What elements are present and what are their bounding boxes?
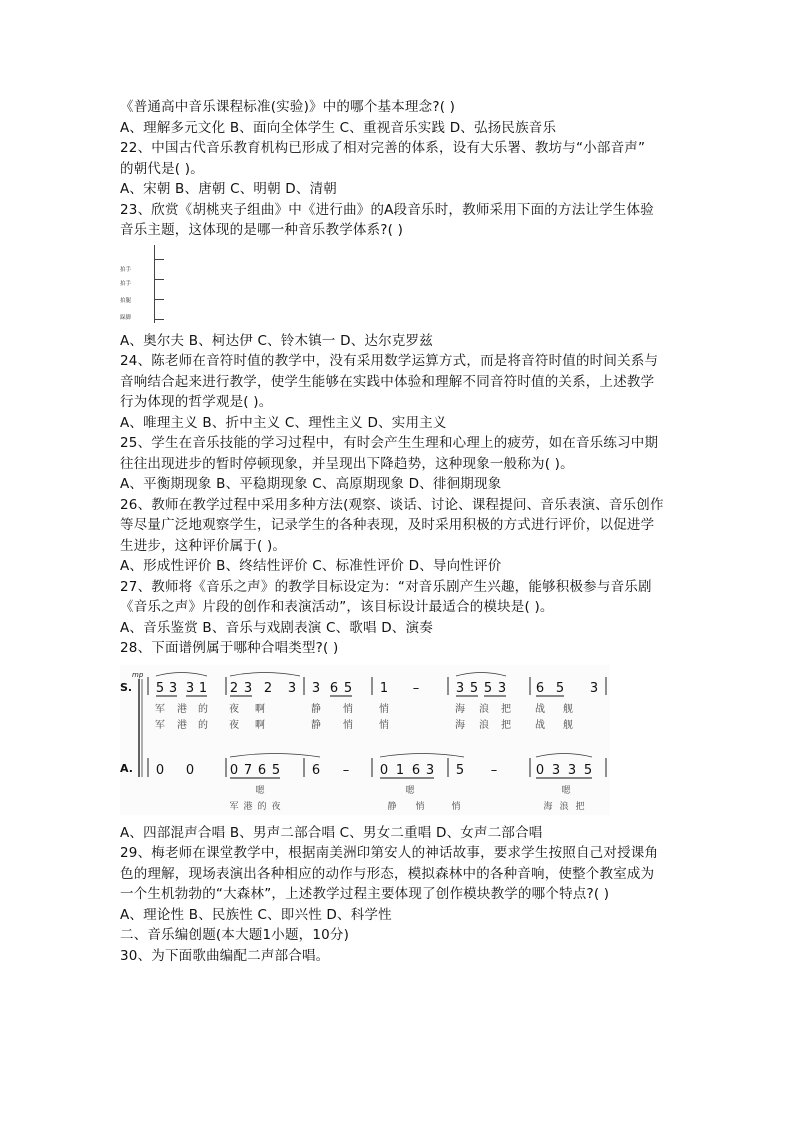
alto-hum: 嗯: [405, 785, 415, 796]
soprano-lyric: 悄: [379, 703, 389, 715]
text-line: A、宋朝 B、唐朝 C、明朝 D、清朝: [120, 181, 337, 197]
text-line: 26、教师在教学过程中采用多种方法(观察、谈话、讨论、课程提问、音乐表演、音乐创作: [120, 496, 664, 513]
alto-note: 3: [551, 762, 561, 778]
text-line: 的朝代是( )。: [120, 160, 204, 177]
text-line: 往往出现进步的暂时停顿现象，并呈现出下降趋势，这种现象一般称为( )。: [120, 455, 574, 472]
alto-note: 5: [583, 762, 593, 778]
soprano-note: 5: [555, 680, 565, 696]
soprano-note: 1: [198, 680, 208, 696]
soprano-note: 2: [229, 680, 239, 696]
soprano-note: 3: [243, 680, 253, 696]
alto-note: 6: [311, 762, 321, 778]
text-line: 25、学生在音乐技能的学习过程中，有时会产生生理和心理上的疲劳，如在音乐练习中期: [120, 435, 659, 451]
soprano-note: 3: [168, 680, 178, 696]
alto-lyric: 悄: [415, 801, 425, 812]
alto-lyric: 静: [387, 801, 397, 812]
alto-note: 0: [229, 762, 239, 778]
text-line: 28、下面谱例属于哪种合唱类型?( ): [120, 640, 339, 656]
soprano-note: 6: [535, 680, 545, 696]
alto-note: 0: [379, 762, 389, 778]
text-line: 音响结合起来进行教学，使学生能够在实践中体验和理解不同音符时值的关系，上述教学: [120, 373, 655, 390]
rhythm-figure: [120, 245, 180, 327]
figure-tick: [154, 279, 164, 280]
soprano-label: S.: [120, 680, 133, 694]
alto-lyric: 浪: [559, 801, 569, 812]
soprano-note: 1: [379, 680, 389, 696]
text-line: 27、教师将《音乐之声》的教学目标设定为：“对音乐剧产生兴趣，能够积极参与音乐剧: [120, 578, 652, 595]
text-line: 《普通高中音乐课程标准(实验)》中的哪个基本理念?( ): [120, 99, 456, 115]
soprano-lyric: 悄: [379, 719, 389, 731]
soprano-note: 2: [263, 680, 273, 696]
text-line: 《音乐之声》片段的创作和表演活动”，该目标设计最适合的模块是( )。: [120, 599, 554, 615]
alto-note: 6: [411, 762, 421, 778]
soprano-lyric: 把: [501, 719, 511, 731]
soprano-note: 5: [343, 680, 353, 696]
text-line: 23、欣赏《胡桃夹子组曲》中《进行曲》的A段音乐时，教师采用下面的方法让学生体验: [120, 201, 654, 218]
text-line: 音乐主题，这体现的是哪一种音乐教学体系?( ): [120, 222, 404, 238]
text-line: A、理论性 B、民族性 C、即兴性 D、科学性: [120, 906, 392, 923]
soprano-note: 3: [287, 680, 297, 696]
text-line: A、平衡期现象 B、平稳期现象 C、高原期现象 D、徘徊期现象: [120, 476, 502, 492]
tempo-mark: mp: [132, 670, 144, 679]
soprano-note: 3: [185, 680, 195, 696]
soprano-lyric: 的: [198, 719, 208, 731]
figure-label: 拍手: [120, 280, 132, 287]
text-line: 色的理解，现场表演出各种相应的动作与形态，模拟森林中的各种音响，使整个教室成为: [120, 865, 655, 882]
soprano-lyric: 舰: [563, 703, 573, 715]
soprano-lyric: 啊: [255, 719, 265, 731]
soprano-lyric: 夜: [229, 719, 239, 731]
alto-hum: 嗯: [561, 785, 571, 796]
soprano-lyric: 军: [155, 719, 165, 731]
soprano-lyric: 军: [155, 703, 165, 715]
soprano-lyric: 战: [535, 719, 545, 731]
soprano-lyric: 的: [198, 703, 208, 715]
text-line: 二、音乐编创题(本大题1小题，10分): [120, 927, 350, 943]
soprano-lyric: 啊: [255, 703, 265, 715]
alto-lyric: 悄: [451, 801, 461, 812]
soprano-lyric: 夜: [229, 703, 239, 715]
text-line: A、奥尔夫 B、柯达伊 C、铃木镇一 D、达尔克罗兹: [120, 332, 433, 349]
alto-note: 1: [395, 762, 405, 778]
alto-label: A.: [120, 761, 133, 775]
document-content: [120, 97, 680, 966]
soprano-lyric: 海: [455, 703, 465, 715]
alto-note: –: [490, 762, 498, 778]
figure-label: 跺脚: [120, 314, 132, 321]
text-line: 24、陈老师在音符时值的教学中，没有采用数学运算方式，而是将音符时值的时间关系与: [120, 353, 659, 369]
alto-note: 3: [425, 762, 435, 778]
text-block-a: [120, 97, 680, 241]
text-line: A、音乐鉴赏 B、音乐与戏剧表演 C、歌唱 D、演奏: [120, 619, 433, 636]
soprano-lyric: 把: [501, 703, 511, 715]
soprano-lyric: 悄: [343, 719, 353, 731]
soprano-lyric: 静: [311, 719, 321, 731]
soprano-lyric: 港: [177, 703, 187, 715]
alto-note: –: [342, 762, 350, 778]
text-line: A、形成性评价 B、终结性评价 C、标准性评价 D、导向性评价: [120, 558, 502, 574]
text-line: A、四部混声合唱 B、男声二部合唱 C、男女二重唱 D、女声二部合唱: [120, 824, 543, 841]
alto-lyric: 海: [543, 801, 553, 812]
soprano-note: 5: [469, 680, 479, 696]
alto-note: 0: [535, 762, 545, 778]
figure-label: 拍手: [120, 266, 132, 273]
text-line: A、理解多元文化 B、面向全体学生 C、重视音乐实践 D、弘扬民族音乐: [120, 119, 557, 136]
soprano-note: 3: [455, 680, 465, 696]
soprano-lyric: 舰: [563, 719, 573, 731]
soprano-note: 3: [311, 680, 321, 696]
alto-note: 0: [185, 762, 195, 778]
figure-axis: [154, 245, 155, 323]
soprano-lyric: 悄: [343, 703, 353, 715]
figure-label: 拍腿: [120, 297, 132, 304]
soprano-note: 5: [155, 680, 165, 696]
text-line: 29、梅老师在课堂教学中，根据南美洲印第安人的神话故事，要求学生按照自己对授课角: [120, 845, 659, 861]
alto-lyric: 夜: [271, 801, 281, 812]
alto-lyric: 军: [229, 801, 239, 812]
alto-lyric: 把: [575, 801, 585, 812]
text-line: A、唯理主义 B、折中主义 C、理性主义 D、实用主义: [120, 414, 447, 431]
soprano-note: 3: [589, 680, 599, 696]
soprano-lyric: 静: [311, 703, 321, 715]
alto-note: 5: [455, 762, 465, 778]
text-line: 30、为下面歌曲编配二声部合唱。: [120, 947, 330, 964]
soprano-note: 5: [483, 680, 493, 696]
text-line: 等尽量广泛地观察学生，记录学生的各种表现，及时采用积极的方式进行评价，以促进学: [120, 517, 655, 533]
figure-tick: [154, 319, 164, 320]
soprano-note: 6: [329, 680, 339, 696]
alto-note: 5: [271, 762, 281, 778]
choral-score: [120, 665, 610, 815]
soprano-lyric: 战: [535, 703, 545, 715]
text-line: 行为体现的哲学观是( )。: [120, 394, 273, 410]
alto-note: 6: [257, 762, 267, 778]
figure-tick: [154, 259, 164, 260]
alto-lyric: 的: [257, 801, 267, 812]
text-line: 生进步，这种评价属于( )。: [120, 537, 287, 554]
soprano-lyric: 海: [455, 719, 465, 731]
alto-hum: 嗯: [255, 785, 265, 796]
text-block-b: [120, 331, 680, 659]
alto-note: 7: [243, 762, 253, 778]
soprano-note: –: [412, 680, 420, 696]
text-block-c: [120, 823, 680, 967]
alto-lyric: 港: [243, 801, 253, 812]
soprano-lyric: 浪: [479, 703, 489, 715]
alto-note: 0: [155, 762, 165, 778]
soprano-note: 3: [497, 680, 507, 696]
soprano-lyric: 浪: [479, 719, 489, 731]
soprano-lyric: 港: [177, 719, 187, 731]
text-line: 一个生机勃勃的“大森林”，上述教学过程主要体现了创作模块教学的哪个特点?( ): [120, 886, 610, 902]
alto-note: 3: [567, 762, 577, 778]
text-line: 22、中国古代音乐教育机构已形成了相对完善的体系，设有大乐署、教坊与“小部音声”: [120, 140, 646, 156]
figure-tick: [154, 299, 164, 300]
